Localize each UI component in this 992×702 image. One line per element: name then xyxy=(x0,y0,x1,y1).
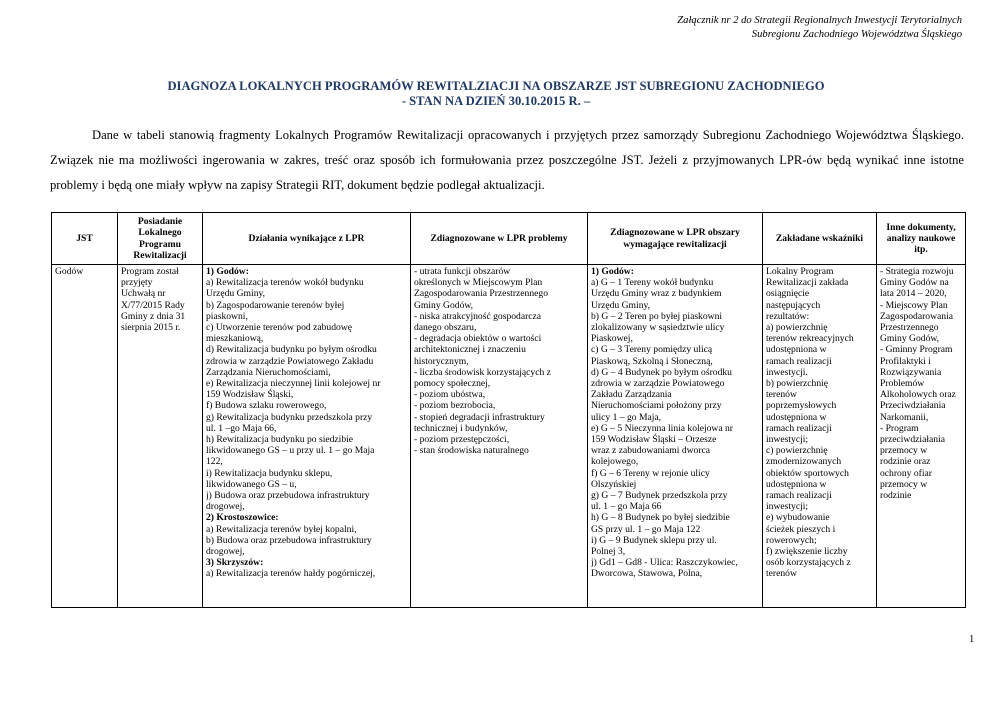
obszary-line: e) G – 5 Nieczynna linia kolejowa nr xyxy=(591,422,733,434)
inne-line: - Miejscowy Plan xyxy=(880,299,948,311)
problemy-line: - liczba środowisk korzystających z xyxy=(414,366,551,378)
dzialania-line: a) Rewitalizacja terenów hałdy pogórniczej, xyxy=(206,568,376,580)
wskazniki-line: poprzemysłowych xyxy=(766,400,837,412)
wskazniki-line: e) wybudowanie xyxy=(766,512,830,524)
cell-problemy xyxy=(411,265,588,608)
header-inne: Inne dokumenty, analizy naukowe itp. xyxy=(877,213,966,265)
header-problemy: Zdiagnozowane w LPR problemy xyxy=(411,213,588,265)
problemy-line: - poziom przestępczości, xyxy=(414,434,510,446)
wskazniki-line: ramach realizacji xyxy=(766,422,832,434)
posiadanie-line: Uchwałą nr xyxy=(121,288,166,300)
obszary-line: Dworcowa, Stawowa, Polna, xyxy=(591,568,703,580)
dzialania-line: 3) Skrzyszów: xyxy=(206,557,264,569)
obszary-line: Olszyńskiej xyxy=(591,478,637,490)
wskazniki-line: ramach realizacji xyxy=(766,355,832,367)
table-header-row xyxy=(52,213,966,265)
dzialania-line: 122, xyxy=(206,456,223,468)
problemy-line: pomocy społecznej, xyxy=(414,378,491,390)
inne-line: - Strategia rozwoju xyxy=(880,266,954,277)
posiadanie-line: Gminy z dnia 31 xyxy=(121,310,186,322)
problemy-line: historycznym, xyxy=(414,355,469,367)
posiadanie-line: przyjęty xyxy=(121,277,153,289)
cell-jst xyxy=(52,265,118,608)
posiadanie-line: Program został xyxy=(121,266,179,277)
problemy-line: - degradacja obiektów o wartości xyxy=(414,333,542,345)
dzialania-line: f) Budowa szlaku rowerowego, xyxy=(206,400,327,412)
wskazniki-line: inwestycji; xyxy=(766,501,809,513)
obszary-line: kolejowego, xyxy=(591,456,639,468)
posiadanie-line: sierpnia 2015 r. xyxy=(121,322,181,334)
wskazniki-line: następujących xyxy=(766,299,821,311)
header-obszary: Zdiagnozowane w LPR obszary wymagające rewitalizacji xyxy=(588,213,763,265)
obszary-line: d) G – 4 Budynek po byłym ośrodku xyxy=(591,366,732,378)
intro-paragraph xyxy=(50,123,964,198)
inne-line: Alkoholowych oraz xyxy=(880,389,956,401)
dzialania-line: Zarządzania Nieruchomościami, xyxy=(206,366,331,378)
problemy-line: - niska atrakcyjność gospodarcza xyxy=(414,310,542,322)
cell-inne xyxy=(877,265,966,608)
document-title-line-1: DIAGNOZA LOKALNYCH PROGRAMÓW REWITALZIACJI NA OBSZARZE JST SUBREGIONU ZACHODNIEGO xyxy=(167,79,825,93)
wskazniki-line: terenów xyxy=(766,389,797,401)
dzialania-line: b) Zagospodarowanie terenów byłej xyxy=(206,299,345,311)
header-note-line-2: Subregionu Zachodniego Województwa Śląskiego xyxy=(751,29,962,40)
dzialania-line: drogowej, xyxy=(206,546,245,558)
cell-obszary xyxy=(588,265,763,608)
dzialania-line: a) Rewitalizacja terenów byłej kopalni, xyxy=(206,523,357,535)
dzialania-line: 2) Krostoszowice: xyxy=(206,512,279,524)
inne-line: Przestrzennego xyxy=(880,322,939,334)
obszary-line: h) G – 8 Budynek po byłej siedzibie xyxy=(591,512,730,524)
obszary-line: Polnej 3, xyxy=(591,546,626,558)
obszary-line: GS przy ul. 1 – go Maja 122 xyxy=(591,523,701,535)
lpr-table xyxy=(51,212,966,608)
dzialania-line: c) Utworzenie terenów pod zabudowę xyxy=(206,322,352,334)
obszary-line: Piaskowej, xyxy=(591,333,633,345)
intro-text: Dane w tabeli stanowią fragmenty Lokalnych Programów Rewitalizacji opracowanych i przyjętych przez samorządy Subregionu Zachodniego Województwa Śląskiego. Związek nie ma możliwości ingerowania w zakres, treść oraz sposób ich formułowania przez poszczególne JST. Jeżeli z przyjmowanych LPR-ów będą wynikać inne istotne problemy i będą one miały wpływ na zapisy Strategii RIT, dokument będzie podlegał aktualizacji. xyxy=(50,128,964,192)
wskazniki-line: osób korzystających z xyxy=(766,557,851,569)
obszary-line: Urzędu Gminy wraz z budynkiem xyxy=(591,288,722,300)
obszary-line: Urzędu Gminy, xyxy=(591,299,651,311)
obszary-line: a) G – 1 Tereny wokół budynku xyxy=(591,277,714,289)
obszary-line: c) G – 3 Tereny pomiędzy ulicą xyxy=(591,344,713,356)
inne-line: rodzinie xyxy=(880,490,912,502)
dzialania-line: ul. 1 –go Maja 66, xyxy=(206,422,277,434)
inne-line: przemocy w xyxy=(880,445,928,457)
wskazniki-line: terenów xyxy=(766,568,797,580)
table-row xyxy=(52,265,966,608)
problemy-line: - stopień degradacji infrastruktury xyxy=(414,411,545,423)
wskazniki-line: inwestycji. xyxy=(766,366,808,378)
problemy-line: - utrata funkcji obszarów xyxy=(414,266,511,277)
obszary-line: Zakładu Zarządzania xyxy=(591,389,672,401)
problemy-line: - poziom ubóstwa, xyxy=(414,389,486,401)
header-posiadanie: Posiadanie Lokalnego Programu Rewitalizacji xyxy=(118,213,203,265)
wskazniki-line: c) powierzchnię xyxy=(766,445,828,457)
wskazniki-line: obiektów sportowych xyxy=(766,467,849,479)
wskazniki-line: udostępniona w xyxy=(766,411,827,423)
obszary-line: ul. 1 – go Maja 66 xyxy=(591,501,662,513)
dzialania-line: d) Rewitalizacja budynku po byłym ośrodku xyxy=(206,344,377,356)
obszary-line: wraz z zabudowaniami dworca xyxy=(591,445,711,457)
header-note-line-1: Załącznik nr 2 do Strategii Regionalnych Inwestycji Terytorialnych xyxy=(677,15,962,26)
wskazniki-line: f) zwiększenie liczby xyxy=(766,546,848,558)
inne-line: Zagospodarowania xyxy=(880,310,953,322)
cell-dzialania xyxy=(203,265,411,608)
obszary-line: g) G – 7 Budynek przedszkola przy xyxy=(591,490,728,502)
dzialania-line: likwidowanego GS – u, xyxy=(206,478,297,490)
inne-line: - Program xyxy=(880,422,919,434)
header-dzialania: Działania wynikające z LPR xyxy=(203,213,411,265)
inne-line: Rozwiązywania xyxy=(880,366,942,378)
obszary-line: i) G – 9 Budynek sklepu przy ul. xyxy=(591,534,717,546)
problemy-line: określonych w Miejscowym Plan xyxy=(414,277,543,289)
obszary-line: f) G – 6 Tereny w rejonie ulicy xyxy=(591,467,710,479)
dzialania-line: e) Rewitalizacja nieczynnej linii kolejowej nr xyxy=(206,378,381,390)
dzialania-line: j) Budowa oraz przebudowa infrastruktury xyxy=(206,490,370,502)
dzialania-line: 1) Godów: xyxy=(206,266,249,277)
obszary-line: b) G – 2 Teren po byłej piaskowni xyxy=(591,310,723,322)
dzialania-line: g) Rewitalizacja budynku przedszkola przy xyxy=(206,411,373,423)
header-note xyxy=(677,14,962,42)
dzialania-line: mieszkaniową, xyxy=(206,333,264,345)
wskazniki-line: rowerowych; xyxy=(766,534,817,546)
dzialania-line: piaskowni, xyxy=(206,310,248,322)
obszary-line: 1) Godów: xyxy=(591,266,634,277)
wskazniki-line: a) powierzchnię xyxy=(766,322,828,334)
header-wskazniki: Zakładane wskaźniki xyxy=(763,213,877,265)
obszary-line: Nieruchomościami położony przy xyxy=(591,400,722,412)
dzialania-line: a) Rewitalizacja terenów wokół budynku xyxy=(206,277,364,289)
dzialania-line: likwidowanego GS – u przy ul. 1 – go Maja xyxy=(206,445,375,457)
dzialania-line: drogowej, xyxy=(206,501,245,513)
jst-name: Godów xyxy=(55,266,84,277)
dzialania-line: zdrowia w zarządzie Powiatowego Zakładu xyxy=(206,355,374,367)
cell-wskazniki xyxy=(763,265,877,608)
inne-line: Problemów xyxy=(880,378,925,390)
obszary-line: zdrowia w zarządzie Powiatowego xyxy=(591,378,725,390)
obszary-line: j) Gd1 – Gd8 - Ulica: Raszczykowiec, xyxy=(591,557,738,569)
wskazniki-line: osiągnięcie xyxy=(766,288,810,300)
wskazniki-line: rezultatów: xyxy=(766,310,810,322)
inne-line: rodzinie oraz xyxy=(880,456,931,468)
problemy-line: danego obszaru, xyxy=(414,322,477,334)
inne-line: Przeciwdziałania xyxy=(880,400,946,412)
wskazniki-line: inwestycji; xyxy=(766,434,809,446)
dzialania-line: 159 Wodzisław Śląski, xyxy=(206,389,294,401)
obszary-line: zlokalizowany w sąsiedztwie ulicy xyxy=(591,322,725,334)
wskazniki-line: Rewitalizacji zakłada xyxy=(766,277,849,289)
inne-line: ochrony ofiar xyxy=(880,467,932,479)
wskazniki-line: b) powierzchnię xyxy=(766,378,829,390)
problemy-line: Zagospodarowania Przestrzennego xyxy=(414,288,548,300)
inne-line: lata 2014 – 2020, xyxy=(880,288,947,300)
inne-line: Profilaktyki i xyxy=(880,355,931,367)
wskazniki-line: zmodernizowanych xyxy=(766,456,842,468)
cell-posiadanie xyxy=(118,265,203,608)
problemy-line: - stan środowiska naturalnego xyxy=(414,445,529,457)
inne-line: Narkomanii, xyxy=(880,411,929,423)
document-title xyxy=(0,79,992,109)
obszary-line: Piaskową, Szkolną i Słoneczną, xyxy=(591,355,713,367)
inne-line: przeciwdziałania xyxy=(880,434,945,446)
dzialania-line: Urzędu Gminy, xyxy=(206,288,266,300)
posiadanie-line: X/77/2015 Rady xyxy=(121,299,185,311)
page-number: 1 xyxy=(969,634,975,645)
wskazniki-line: ramach realizacji xyxy=(766,490,832,502)
problemy-line: - poziom bezrobocia, xyxy=(414,400,496,412)
header-jst: JST xyxy=(52,213,118,265)
wskazniki-line: Lokalny Program xyxy=(766,266,834,277)
inne-line: przemocy w xyxy=(880,478,928,490)
inne-line: Gminy Godów, xyxy=(880,333,940,345)
dzialania-line: h) Rewitalizacja budynku po siedzibie xyxy=(206,434,354,446)
wskazniki-line: ścieżek pieszych i xyxy=(766,523,836,535)
inne-line: - Gminny Program xyxy=(880,344,953,356)
problemy-line: technicznej i budynków, xyxy=(414,422,508,434)
dzialania-line: i) Rewitalizacja budynku sklepu, xyxy=(206,467,333,479)
document-title-line-2: - STAN NA DZIEŃ 30.10.2015 R. – xyxy=(401,94,591,108)
wskazniki-line: udostępniona w xyxy=(766,478,827,490)
problemy-line: architektonicznej i znaczeniu xyxy=(414,344,526,356)
problemy-line: Gminy Godów, xyxy=(414,299,474,311)
inne-line: Gminy Godów na xyxy=(880,277,949,289)
obszary-line: 159 Wodzisław Śląski – Orzesze xyxy=(591,434,717,446)
obszary-line: ulicy 1 – go Maja, xyxy=(591,411,662,423)
wskazniki-line: terenów rekreacyjnych xyxy=(766,333,854,345)
dzialania-line: b) Budowa oraz przebudowa infrastruktury xyxy=(206,534,372,546)
wskazniki-line: udostępniona w xyxy=(766,344,827,356)
